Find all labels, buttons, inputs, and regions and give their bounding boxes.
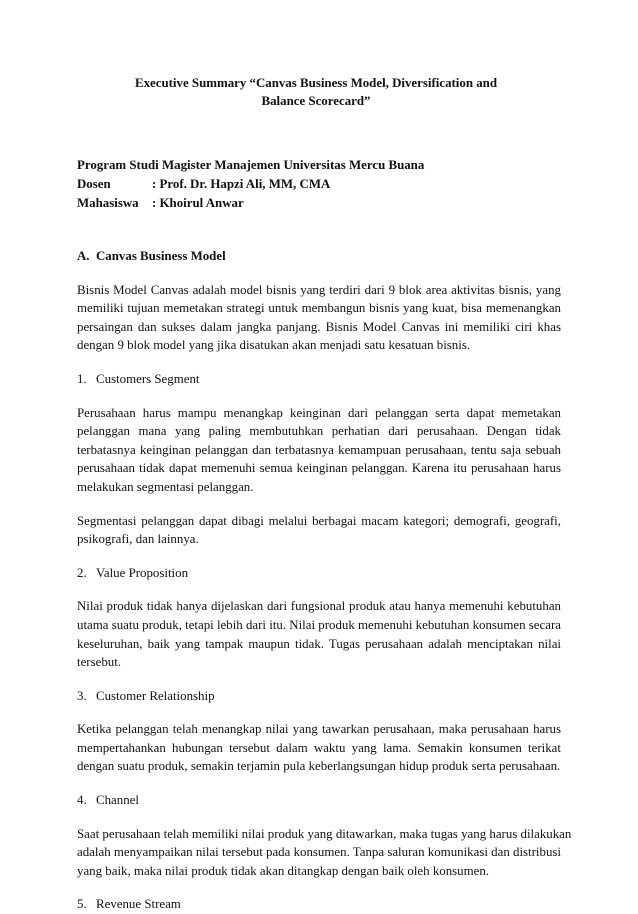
document-body	[77, 247, 572, 914]
subsection-heading	[77, 687, 561, 706]
paragraph-line: dengan 9 blok model yang jika disatukan akan menjadi satu kesatuan bisnis.	[77, 338, 471, 353]
mahasiswa-label: Mahasiswa	[77, 196, 139, 210]
subsection-heading	[77, 370, 561, 389]
title-line-2: Balance Scorecard”	[261, 94, 371, 108]
section-title: Canvas Business Model	[96, 249, 226, 263]
subsection-number: 4.	[77, 793, 87, 808]
subsection-number: 2.	[77, 565, 87, 580]
subsection-number: 5.	[77, 897, 87, 912]
mahasiswa-value: : Khoirul Anwar	[152, 196, 244, 210]
subsection-number: 3.	[77, 688, 87, 703]
subsection-title: Value Proposition	[96, 565, 189, 580]
paragraph-line: pelanggan mana yang paling membutuhkan perhatian dari perusahaan. Dengan tidak	[77, 424, 561, 439]
dosen-value: : Prof. Dr. Hapzi Ali, MM, CMA	[152, 177, 331, 191]
title-line-1: Executive Summary “Canvas Business Model, Diversification and	[134, 76, 498, 90]
subsection-title: Revenue Stream	[96, 897, 181, 912]
subsection-list	[77, 355, 572, 914]
subsection-paragraph	[77, 404, 561, 497]
paragraph-line: persaingan dan sukses dalam jangka panjang. Bisnis Model Canvas ini memiliki ciri khas	[77, 319, 561, 334]
paragraph-line: memiliki tujuan memetakan strategi untuk membangun bisnis yang kuat, bisa memenangkan	[77, 301, 561, 316]
paragraph-line: perusahaan tidak dapat memenuhi semua keinginan pelanggan. Karena itu perusahaan harus	[77, 461, 561, 476]
paragraph-line: Segmentasi pelanggan dapat dibagi melalui berbagai macam kategori; demografi, geografi,	[77, 513, 561, 528]
subsection-heading	[77, 564, 561, 583]
subsection-title: Customers Segment	[96, 371, 200, 386]
paragraph-line: terbatasnya keinginan pelanggan dan terbatasnya kemampuan perusahaan, tentu saja sebuah	[77, 442, 561, 457]
paragraph-line: keseluruhan, baik yang tampak maupun tidak. Tugas perusahaan adalah menciptakan nilai	[77, 636, 561, 651]
paragraph-line: mempertahankan hubungan tersebut dalam waktu yang lama. Semakin konsumen terikat	[77, 740, 561, 755]
paragraph-line: Perusahaan harus mampu menangkap keinginan dari pelanggan serta dapat memetakan	[77, 405, 561, 420]
subsection-number: 1.	[77, 371, 87, 386]
subsection-heading	[77, 791, 561, 810]
subsection-paragraph	[77, 720, 561, 776]
subsection-heading	[77, 895, 561, 914]
paragraph-line: adalah menyampaikan nilai tersebut pada konsumen. Tanpa saluran komunikasi dan distribusi	[77, 845, 561, 860]
paragraph-line: psikografi, dan lainnya.	[77, 532, 199, 547]
subsection-paragraph	[77, 825, 572, 881]
paragraph-line: yang baik, maka nilai produk tidak akan ditangkap dengan baik oleh konsumen.	[77, 863, 490, 878]
section-marker: A.	[77, 249, 90, 263]
paragraph-line: dengan suatu produk, semakin terjamin pula keberlangsungan hidup produk serta perusahaan.	[77, 759, 561, 774]
intro-paragraph	[77, 281, 561, 355]
paragraph-line: Ketika pelanggan telah menangkap nilai yang tawarkan perusahaan, maka perusahaan harus	[77, 722, 561, 737]
program-name: Program Studi Magister Manajemen Universitas Mercu Buana	[77, 158, 425, 172]
subsection-paragraph	[77, 512, 561, 549]
paragraph-line: Saat perusahaan telah memiliki nilai produk yang ditawarkan, maka tugas yang harus dilakukan	[77, 826, 572, 841]
document-title	[130, 74, 502, 110]
section-heading	[77, 247, 561, 266]
paragraph-line: melakukan segmentasi pelanggan.	[77, 479, 254, 494]
paragraph-line: utama suatu produk, tetapi lebih dari itu. Nilai produk memenuhi kebutuhan konsumen secara	[77, 617, 561, 632]
document-info	[77, 156, 424, 213]
subsection-title: Customer Relationship	[96, 688, 215, 703]
paragraph-line: Bisnis Model Canvas adalah model bisnis yang terdiri dari 9 blok area aktivitas bisnis, yang	[77, 282, 561, 297]
paragraph-line: Nilai produk tidak hanya dijelaskan dari fungsional produk atau hanya memenuhi kebutuhan	[77, 599, 561, 614]
paragraph-line: tersebut.	[77, 655, 122, 670]
dosen-label: Dosen	[77, 177, 111, 191]
subsection-title: Channel	[96, 793, 139, 808]
subsection-paragraph	[77, 597, 561, 671]
